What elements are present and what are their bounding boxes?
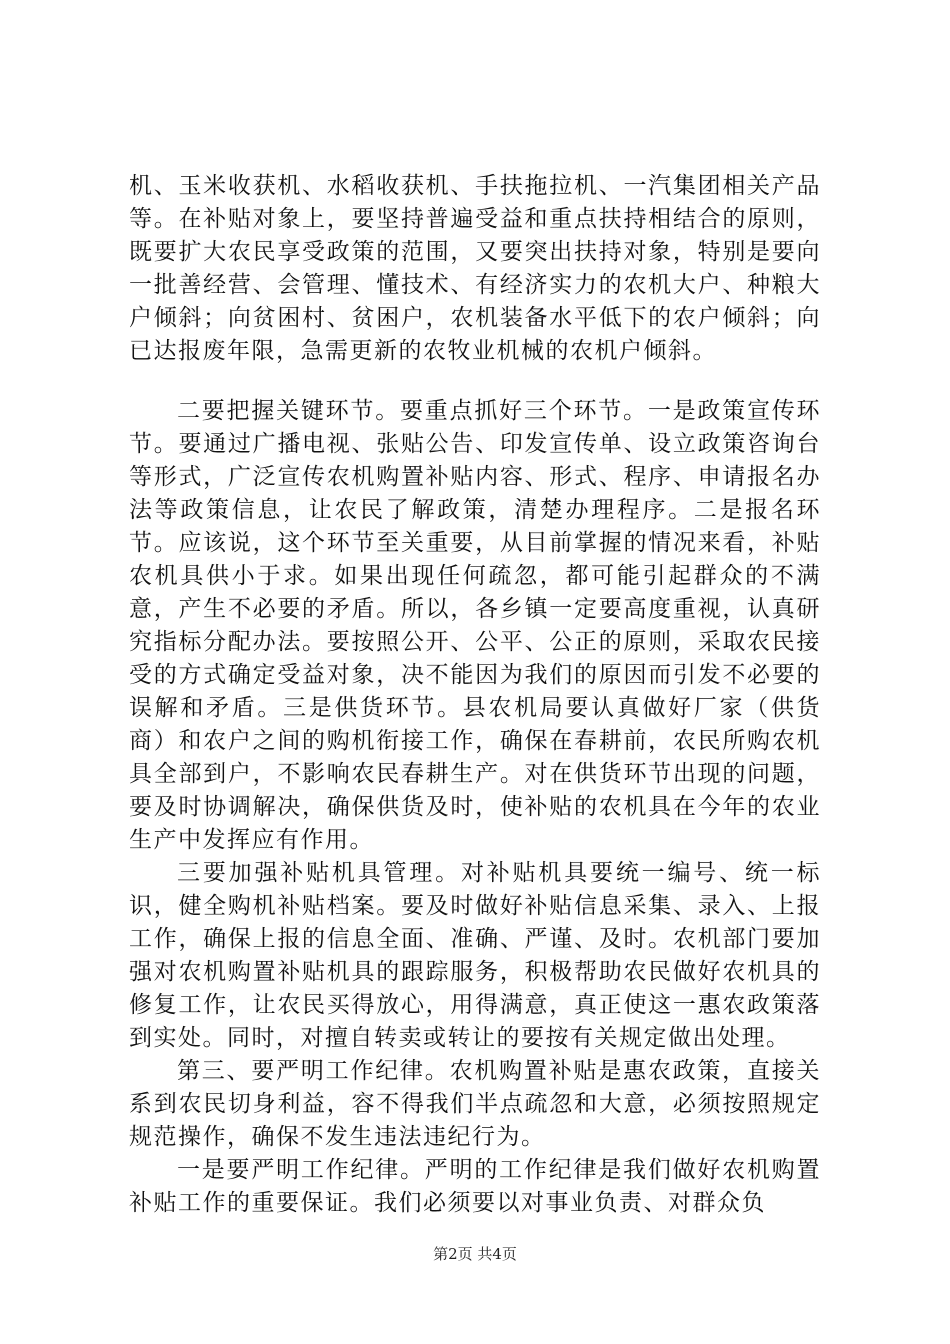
paragraph-key-links: 二要把握关键环节。要重点抓好三个环节。一是政策宣传环节。要通过广播电视、张贴公告、印发宣传单、设立政策咨询台等形式，广泛宣传农机购置补贴内容、形式、程序、申请报名办法等政策信息，让农民了解政策，清楚办理程序。二是报名环节。应该说，这个环节至关重要，从目前掌握的情况来看，补贴农机具供小于求。如果出现任何疏忽，都可能引起群众的不满意，产生不必要的矛盾。所以，各乡镇一定要高度重视，认真研究指标分配办法。要按照公开、公平、公正的原则，采取农民接受的方式确定受益对象，决不能因为我们的原因而引发不必要的误解和矛盾。三是供货环节。县农机局要认真做好厂家（供货商）和农户之间的购机衔接工作，确保在春耕前，农民所购农机具全部到户，不影响农民春耕生产。对在供货环节出现的问题，要及时协调解决，确保供货及时，使补贴的农机具在今年的农业生产中发挥应有作用。 [129,398,821,853]
page-footer: 第2页 共4页 [433,1245,517,1263]
document-body [129,170,821,1220]
paragraph-gap [129,368,821,395]
paragraph-continuation: 机、玉米收获机、水稻收获机、手扶拖拉机、一汽集团相关产品等。在补贴对象上，要坚持普遍受益和重点扶持相结合的原则，既要扩大农民享受政策的范围，又要突出扶持对象，特别是要向一批善经营、会管理、懂技术、有经济实力的农机大户、种粮大户倾斜；向贫困村、贫困户，农机装备水平低下的农户倾斜；向已达报废年限，急需更新的农牧业机械的农机户倾斜。 [129,173,821,364]
paragraph-work-discipline: 第三、要严明工作纪律。农机购置补贴是惠农政策，直接关系到农民切身利益，容不得我们半点疏忽和大意，必须按照规定规范操作，确保不发生违法违纪行为。 [129,1058,821,1150]
paragraph-strict-discipline: 一是要严明工作纪律。严明的工作纪律是我们做好农机购置补贴工作的重要保证。我们必须要以对事业负责、对群众负 [129,1157,821,1216]
paragraph-equipment-management: 三要加强补贴机具管理。对补贴机具要统一编号、统一标识，健全购机补贴档案。要及时做好补贴信息采集、录入、上报工作，确保上报的信息全面、准确、严谨、及时。农机部门要加强对农机购置补贴机具的跟踪服务，积极帮助农民做好农机具的修复工作，让农民买得放心，用得满意，真正使这一惠农政策落到实处。同时，对擅自转卖或转让的要按有关规定做出处理。 [129,860,821,1051]
